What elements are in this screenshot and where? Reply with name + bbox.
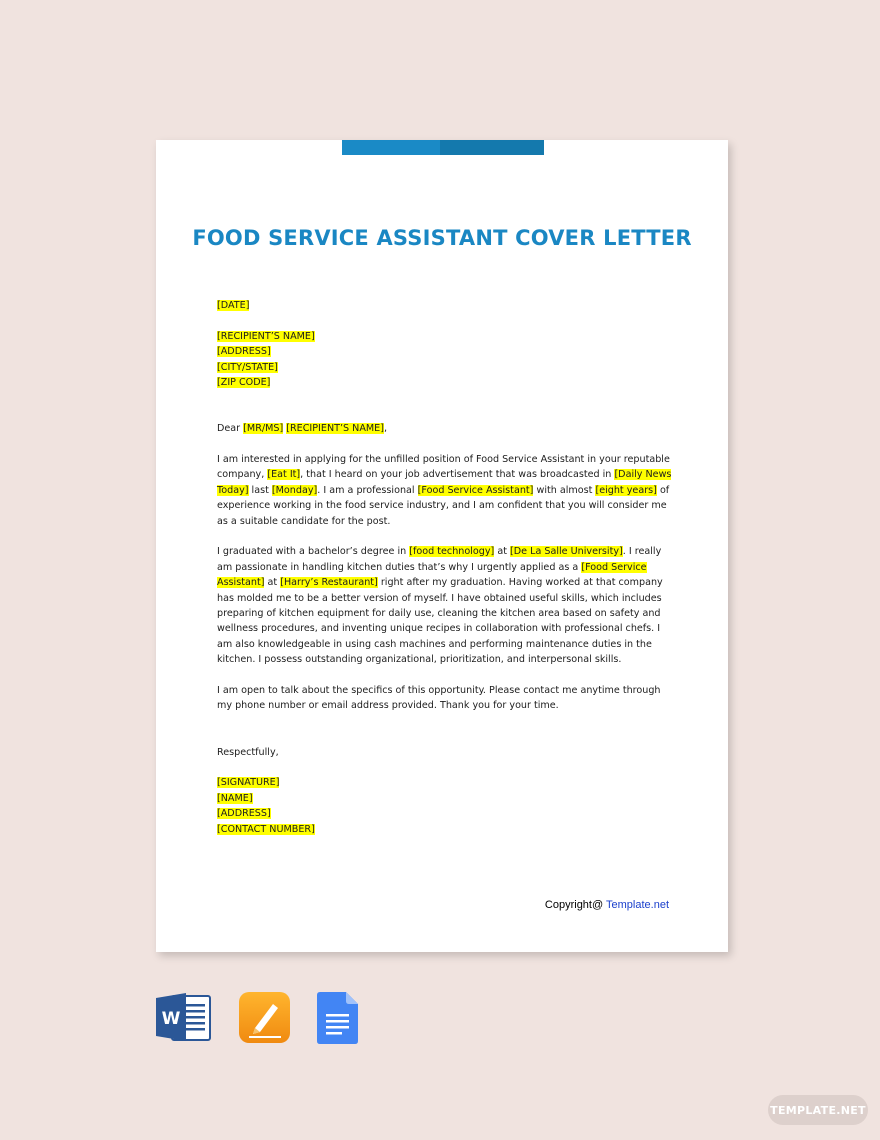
recipient-zip-line xyxy=(217,375,673,390)
google-docs-icon[interactable] xyxy=(317,992,359,1049)
document-page xyxy=(156,140,728,952)
date-placeholder: [DATE] xyxy=(217,300,250,311)
years-placeholder: [eight years] xyxy=(595,484,657,496)
p2-text: at xyxy=(264,577,281,589)
p2-text: at xyxy=(494,546,511,558)
date-line xyxy=(217,298,673,313)
paragraph-3: I am open to talk about the specifics of this opportunity. Please contact me anytime through my phone number or email address provided. Thank you for your time. xyxy=(217,685,661,712)
position-placeholder: [Food Service Assistant] xyxy=(217,561,647,589)
recipient-city-placeholder: [CITY/STATE] xyxy=(217,361,278,373)
salutation-suffix: , xyxy=(384,423,388,435)
salutation-name-placeholder: [RECIPIENT’S NAME] xyxy=(286,423,384,435)
position-placeholder: [Food Service Assistant] xyxy=(417,484,534,496)
template-net-badge[interactable]: TEMPLATE.NET xyxy=(768,1095,868,1125)
pages-icon[interactable] xyxy=(239,992,291,1049)
copyright-prefix: Copyright@ xyxy=(544,899,607,911)
university-placeholder: [De La Salle University] xyxy=(510,546,623,558)
salutation-title-placeholder: [MR/MS] xyxy=(243,423,284,435)
restaurant-placeholder: [Harry’s Restaurant] xyxy=(280,577,378,589)
word-icon[interactable] xyxy=(156,992,212,1047)
degree-placeholder: [food technology] xyxy=(409,546,495,558)
sender-name-placeholder: [NAME] xyxy=(217,792,253,804)
sender-address-placeholder: [ADDRESS] xyxy=(217,808,271,820)
salutation-prefix: Dear xyxy=(217,423,244,435)
copyright-link[interactable]: Template.net xyxy=(606,899,669,911)
accent-bar-right xyxy=(440,140,544,155)
word-icon-letter: W xyxy=(161,1009,181,1029)
p1-text: with almost xyxy=(533,484,596,496)
p2-text: . I really am passionate in handling kitchen duties that’s why I urgently applied as a xyxy=(217,546,662,573)
p1-text: of experience working in the food service industry, and I am confident that you will consider me as a suitable candidate for the post. xyxy=(217,484,670,527)
p1-text: last xyxy=(248,484,272,496)
sender-name-line xyxy=(217,791,673,806)
recipient-address-placeholder: [ADDRESS] xyxy=(217,346,271,358)
signature-placeholder: [SIGNATURE] xyxy=(217,777,280,789)
copyright-notice xyxy=(545,899,669,911)
sender-contact-placeholder: [CONTACT NUMBER] xyxy=(217,823,315,835)
sender-address-line xyxy=(217,806,673,821)
p1-text: , that I heard on your job advertisement that was broadcasted in xyxy=(300,469,615,481)
paragraph-2 xyxy=(217,544,673,667)
day-placeholder: [Monday] xyxy=(271,484,318,496)
company-placeholder: [Eat It] xyxy=(267,469,301,481)
p1-text: . I am a professional xyxy=(317,484,418,496)
source-placeholder: [Daily News Today] xyxy=(217,469,672,496)
signature-line xyxy=(217,775,673,790)
salutation xyxy=(217,421,673,436)
recipient-zip-placeholder: [ZIP CODE] xyxy=(217,377,271,389)
sender-contact-line xyxy=(217,822,673,837)
p1-text: I am interested in applying for the unfilled position of Food Service Assistant in your reputable company, xyxy=(217,454,670,481)
recipient-city-line xyxy=(217,360,673,375)
paragraph-1 xyxy=(217,452,673,529)
closing: Respectfully, xyxy=(217,746,279,758)
recipient-address-line xyxy=(217,344,673,359)
recipient-name-line xyxy=(217,329,673,344)
recipient-name-placeholder: [RECIPIENT’S NAME] xyxy=(217,330,315,342)
p2-text: I graduated with a bachelor’s degree in xyxy=(217,546,410,558)
header-accent-bar xyxy=(342,140,544,155)
document-title: FOOD SERVICE ASSISTANT COVER LETTER xyxy=(192,226,692,250)
accent-bar-left xyxy=(342,140,440,155)
p2-text: right after my graduation. Having worked at that company has molded me to be a better version of myself. I have obtained useful skills, which includes preparing of kitchen equipment for daily use, cleaning the kitchen area based on safety and wellness procedures, and inventing unique recipes in collaboration with professional chefs. I am also knowledgeable in using cash machines and performing maintenance duties in the kitchen. I possess outstanding organizational, prioritization, and interpersonal skills. xyxy=(217,577,663,666)
letter-body xyxy=(217,298,673,837)
